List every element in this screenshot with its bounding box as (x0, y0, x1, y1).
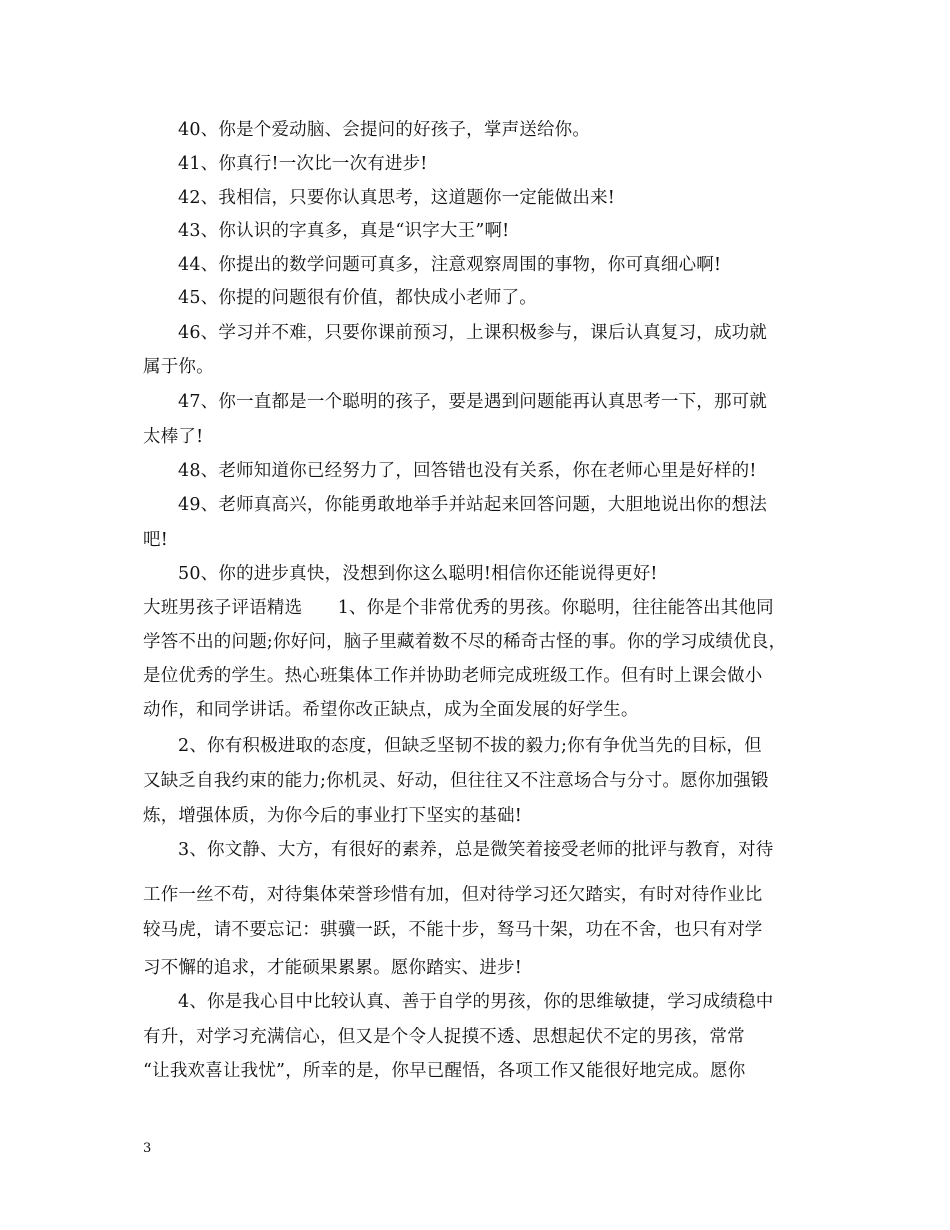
paragraph-line: 又缺乏自我约束的能力;你机灵、好动，但往往又不注意场合与分寸。愿你加强锻 (143, 771, 769, 791)
paragraph-line: 有升，对学习充满信心，但又是个令人捉摸不透、思想起伏不定的男孩，常常 (143, 1027, 745, 1047)
paragraph-line: 3、你文静、大方，有很好的素养，总是微笑着接受老师的批评与教育，对待 (178, 840, 774, 860)
comment-line-45: 45、你提的问题很有价值，都快成小老师了。 (178, 288, 537, 308)
comment-line-49: 49、老师真高兴，你能勇敢地举手并站起来回答问题，大胆地说出你的想法 (178, 495, 768, 515)
section-heading-line: 大班男孩子评语精选 1、你是个非常优秀的男孩。你聪明，往往能答出其他同 (143, 598, 774, 618)
comment-line-50: 50、你的进步真快，没想到你这么聪明!相信你还能说得更好! (178, 564, 658, 584)
comment-line-46: 46、学习并不难，只要你课前预习，上课积极参与，课后认真复习，成功就 (178, 323, 768, 343)
comment-line-47: 47、你一直都是一个聪明的孩子，要是遇到问题能再认真思考一下，那可就 (178, 392, 768, 412)
paragraph-line: 较马虎，请不要忘记：骐骥一跃，不能十步，驽马十架，功在不舍，也只有对学 (143, 920, 763, 940)
paragraph-line: 工作一丝不苟，对待集体荣誉珍惜有加，但对待学习还欠踏实，有时对待作业比 (143, 885, 763, 905)
paragraph-line: “让我欢喜让我忧”，所幸的是，你早已醒悟，各项工作又能很好地完成。愿你 (143, 1061, 746, 1081)
comment-line-48: 48、老师知道你已经努力了，回答错也没有关系，你在老师心里是好样的! (178, 461, 757, 481)
comment-line-43: 43、你认识的字真多，真是“识字大王”啊! (178, 221, 510, 241)
comment-line-42: 42、我相信，只要你认真思考，这道题你一定能做出来! (178, 188, 615, 208)
paragraph-line: 炼，增强体质，为你今后的事业打下坚实的基础! (143, 806, 522, 826)
page-number: 3 (143, 1141, 152, 1156)
comment-line-44: 44、你提出的数学问题可真多，注意观察周围的事物，你可真细心啊! (178, 255, 722, 275)
comment-line-41: 41、你真行!一次比一次有进步! (178, 154, 428, 174)
paragraph-line: 4、你是我心目中比较认真、善于自学的男孩，你的思维敏捷，学习成绩稳中 (178, 992, 774, 1012)
paragraph-line: 动作，和同学讲话。希望你改正缺点，成为全面发展的好学生。 (143, 700, 639, 720)
paragraph-line: 学答不出的问题;你好问，脑子里藏着数不尽的稀奇古怪的事。你的学习成绩优良， (143, 632, 787, 652)
paragraph-line: 是位优秀的学生。热心班集体工作并协助老师完成班级工作。但有时上课会做小 (143, 666, 763, 686)
comment-line-46-cont: 属于你。 (143, 357, 214, 377)
paragraph-line: 2、你有积极进取的态度，但缺乏坚韧不拔的毅力;你有争优当先的目标，但 (178, 736, 762, 756)
comment-line-47-cont: 太棒了! (143, 427, 204, 447)
comment-line-40: 40、你是个爱动脑、会提问的好孩子，掌声送给你。 (178, 120, 591, 140)
paragraph-line: 习不懈的追求，才能硕果累累。愿你踏实、进步! (143, 958, 522, 978)
comment-line-49-cont: 吧! (143, 530, 168, 550)
